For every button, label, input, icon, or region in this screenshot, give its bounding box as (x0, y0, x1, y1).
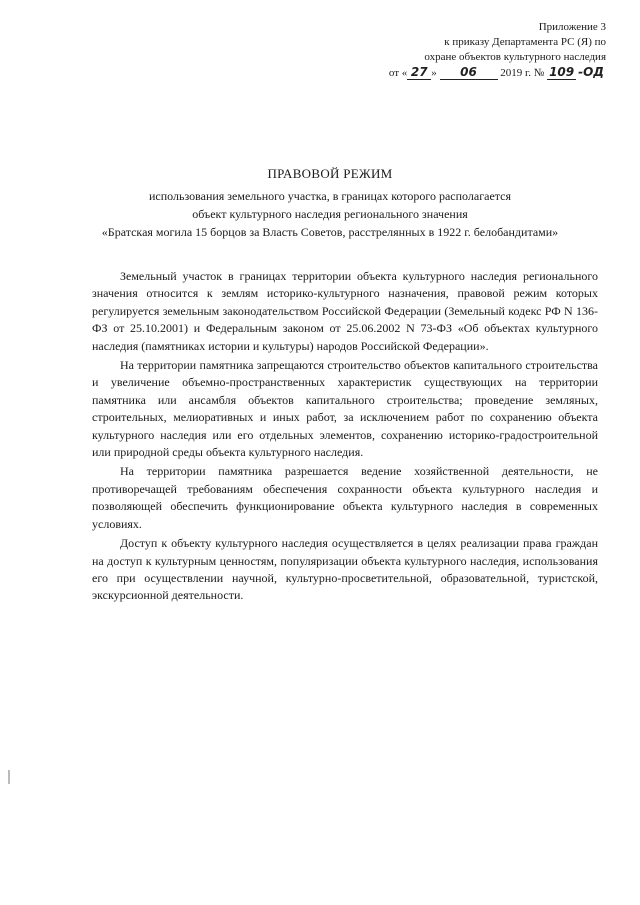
date-separator: » (431, 67, 437, 79)
date-prefix: от « (388, 67, 408, 79)
date-month: 06 (460, 65, 477, 79)
paragraph-access: Доступ к объекту культурного наследия осуществляется в целях реализации права граждан на доступ к культурным ценностям, популяризации объекта культурного наследия, использования его при осуществлении научной, культурно-просветительной, образовательной, туристской, экскурсионной деятельности. (92, 536, 598, 603)
scan-margin-mark (8, 770, 10, 784)
paragraph-prohibitions: На территории памятника запрещаются строительство объектов капитального строительства и увеличение объемно-пространственных характеристик существующих на территории памятника или ансамбля объектов капитального строительства; проведение земляных, строительных, мелиоративных и иных работ, за исключением работ по сохранению объекта культурного наследия или его отдельных элементов, сохранению историко-градостроительной или природной среды объекта культурного наследия. (92, 358, 598, 460)
title-block (60, 165, 600, 241)
order-suffix: -ОД (578, 65, 604, 79)
subtitle-line-3: «Братская могила 15 борцов за Власть Советов, расстрелянных в 1922 г. белобандитами» (101, 225, 559, 239)
document-title: ПРАВОВОЙ РЕЖИМ (267, 166, 393, 181)
date-month-field (440, 66, 498, 80)
order-number-field (547, 66, 576, 80)
subtitle-line-1: использования земельного участка, в границах которого располагается (148, 189, 512, 203)
order-reference: к приказу Департамента РС (Я) по (444, 36, 606, 48)
date-day: 27 (410, 65, 428, 79)
department-name: охране объектов культурного наследия (424, 51, 606, 63)
appendix-header (346, 20, 606, 81)
order-date-line (346, 65, 606, 81)
date-year: 2019 г. № (500, 67, 545, 79)
subtitle-line-2: объект культурного наследия регионального значения (192, 207, 468, 221)
date-day-field (407, 66, 431, 80)
appendix-number: Приложение 3 (538, 21, 606, 33)
document-body (92, 268, 598, 607)
paragraph-permissions: На территории памятника разрешается ведение хозяйственной деятельности, не противоречащей требованиям обеспечения сохранности объекта культурного наследия и позволяющей обеспечить функционирование объекта культурного наследия в современных условиях. (92, 464, 598, 531)
paragraph-land-status: Земельный участок в границах территории объекта культурного наследия регионального значения относится к землям историко-культурного назначения, правовой режим которых регулируется земельным законодательством Российской Федерации (Земельный кодекс РФ N 136-ФЗ от 25.10.2001) и Федеральным законом от 25.06.2002 N 73-ФЗ «Об объектах культурного наследия (памятниках истории и культуры) народов Российской Федерации». (92, 269, 598, 353)
order-number: 109 (549, 65, 575, 79)
